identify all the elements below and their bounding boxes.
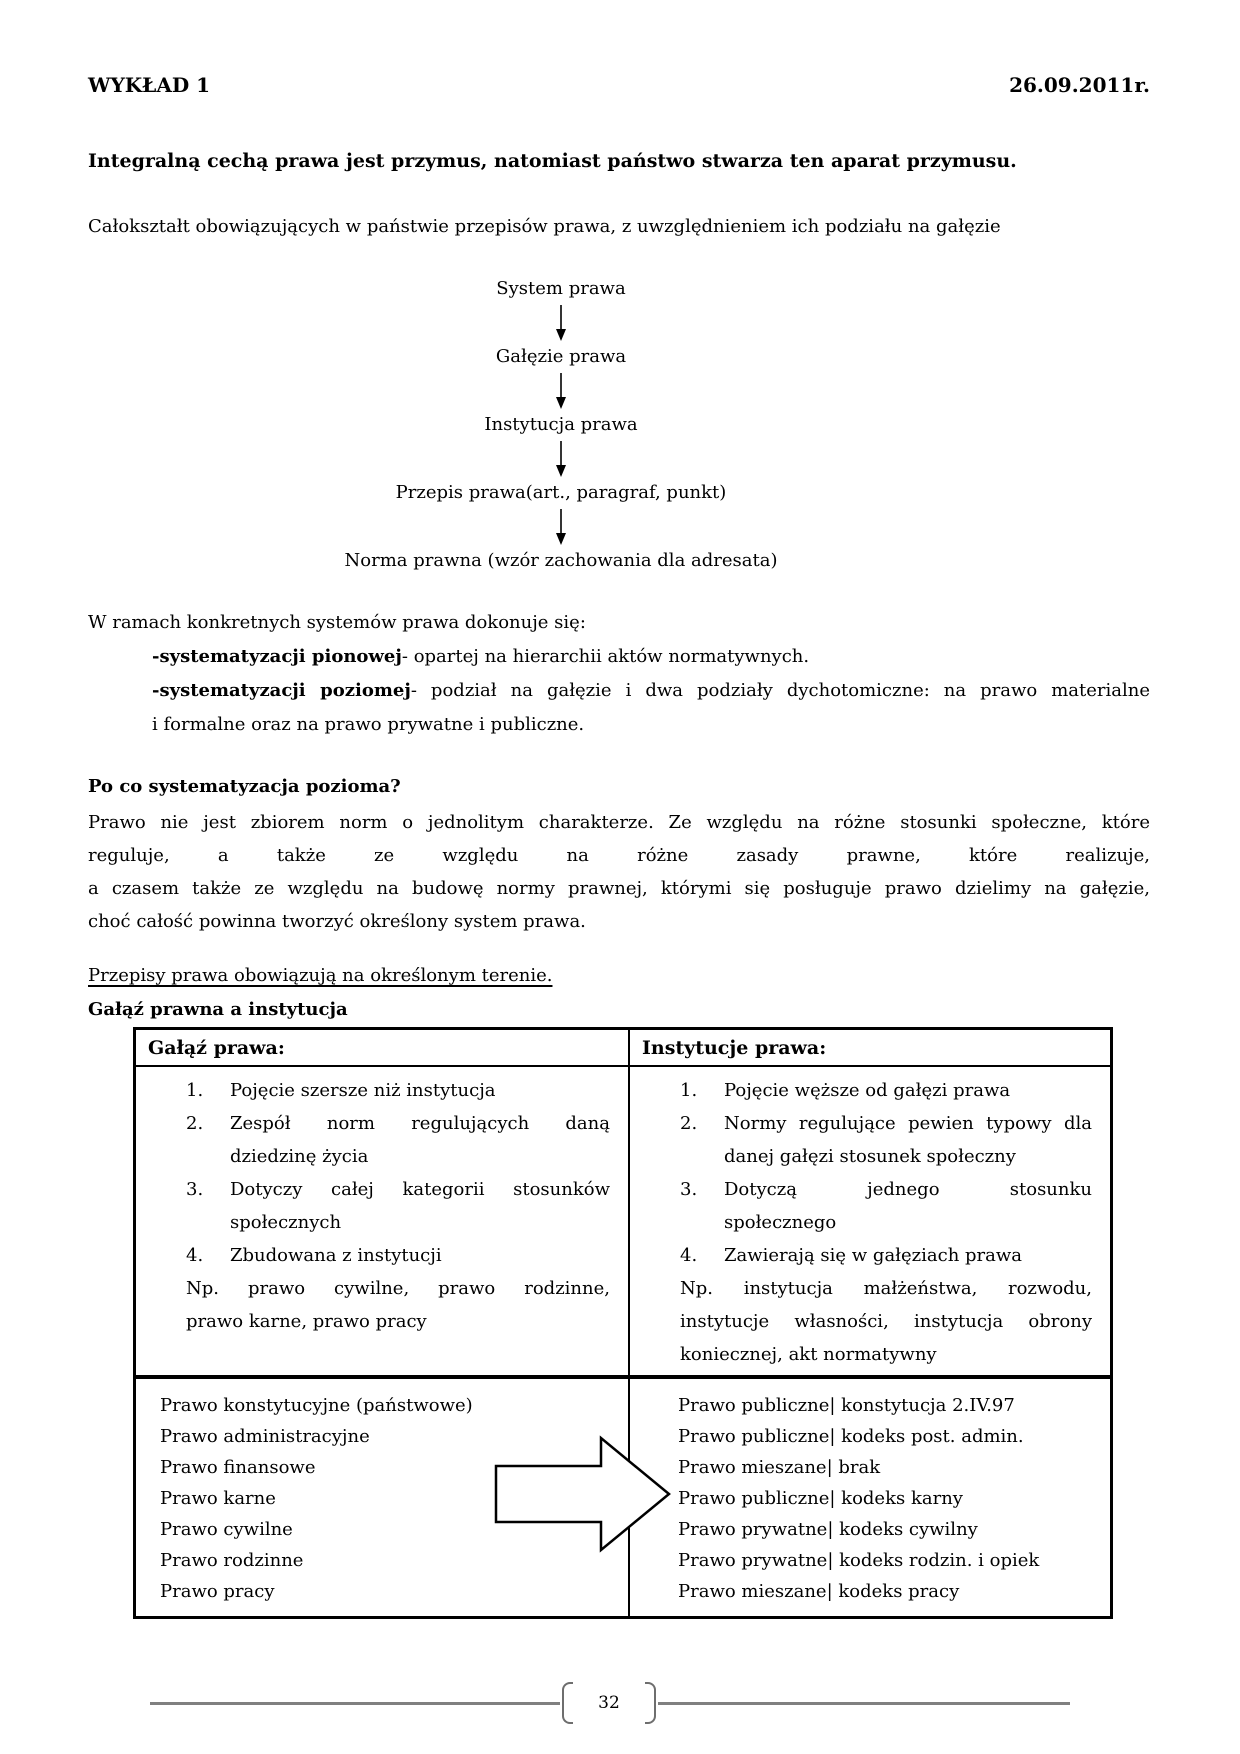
systematization-term: -systematyzacji pionowej bbox=[152, 646, 402, 667]
diagram-node-system-prawa: System prawa bbox=[496, 278, 626, 299]
diagram-node-instytucja-prawa: Instytucja prawa bbox=[484, 414, 638, 435]
systematization-desc: - podział na gałęzie i dwa podziały dychotomiczne: na prawo materialne bbox=[410, 680, 1151, 701]
list-item: 2. Zespół norm regulujących daną bbox=[186, 1113, 610, 1134]
branch-item: Prawo karne bbox=[160, 1488, 276, 1509]
why-paragraph bbox=[88, 806, 1150, 938]
page-header bbox=[88, 0, 1150, 98]
list-item-continuation: danej gałęzi stosunek społeczny bbox=[724, 1146, 1016, 1167]
cell-classification-list bbox=[628, 1379, 1110, 1616]
intro-definition: Całokształt obowiązujących w państwie przepisów prawa, z uwzględnieniem ich podziału na gałęzie bbox=[88, 216, 1001, 237]
list-item-continuation: społecznego bbox=[724, 1212, 837, 1233]
footer-rule-right bbox=[658, 1702, 1070, 1705]
intro-bold-statement: Integralną cechą prawa jest przymus, natomiast państwo stwarza ten aparat przymusu. bbox=[88, 150, 1017, 172]
table-header-instytucje: Instytucje prawa: bbox=[628, 1030, 1110, 1065]
systematization-desc: - opartej na hierarchii aktów normatywnych. bbox=[401, 646, 810, 667]
down-arrow-icon bbox=[30, 305, 1092, 341]
example-line: Np. prawo cywilne, prawo rodzinne, bbox=[186, 1278, 610, 1299]
comparison-table bbox=[133, 1027, 1113, 1619]
lecture-title: WYKŁAD 1 bbox=[88, 73, 211, 97]
list-item-continuation: dziedzinę życia bbox=[230, 1146, 369, 1167]
classification-item: Prawo publiczne| konstytucja 2.IV.97 bbox=[678, 1395, 1015, 1416]
branch-item: Prawo pracy bbox=[160, 1581, 275, 1602]
systematization-lead: W ramach konkretnych systemów prawa dokonuje się: bbox=[88, 612, 586, 633]
down-arrow-icon bbox=[30, 373, 1092, 409]
branch-item: Prawo administracyjne bbox=[160, 1426, 370, 1447]
page-footer bbox=[0, 1679, 1240, 1727]
territory-underlined-statement: Przepisy prawa obowiązują na określonym terenie. bbox=[88, 965, 553, 986]
list-item-continuation: społecznych bbox=[230, 1212, 342, 1233]
systematization-item-pozioma-cont: i formalne oraz na prawo prywatne i publiczne. bbox=[152, 714, 585, 735]
systematization-item-pozioma bbox=[88, 674, 1150, 708]
page-number-bracket-right bbox=[645, 1682, 656, 1724]
page-content bbox=[88, 0, 1150, 1619]
classification-item: Prawo mieszane| kodeks pracy bbox=[678, 1581, 960, 1602]
diagram-node-galezie-prawa: Gałęzie prawa bbox=[495, 346, 627, 367]
branch-item: Prawo rodzinne bbox=[160, 1550, 304, 1571]
list-item: 2. Normy regulujące pewien typowy dla bbox=[680, 1113, 1092, 1134]
branch-item: Prawo finansowe bbox=[160, 1457, 316, 1478]
branch-item: Prawo cywilne bbox=[160, 1519, 293, 1540]
classification-item: Prawo prywatne| kodeks cywilny bbox=[678, 1519, 978, 1540]
table-title: Gałąź prawna a instytucja bbox=[88, 999, 348, 1020]
table-header-galaz: Gałąź prawa: bbox=[148, 1037, 285, 1059]
cell-galaz-definition bbox=[136, 1067, 628, 1375]
branch-item: Prawo konstytucyjne (państwowe) bbox=[160, 1395, 473, 1416]
paragraph-line: choć całość powinna tworzyć określony system prawa. bbox=[88, 911, 586, 932]
footer-rule-left bbox=[150, 1702, 560, 1705]
diagram-node-norma-prawna: Norma prawna (wzór zachowania dla adresata) bbox=[344, 550, 778, 571]
down-arrow-icon bbox=[30, 441, 1092, 477]
classification-item: Prawo publiczne| kodeks karny bbox=[678, 1488, 963, 1509]
diagram-node-przepis-prawa: Przepis prawa(art., paragraf, punkt) bbox=[395, 482, 727, 503]
list-item: 1. Pojęcie szersze niż instytucja bbox=[186, 1080, 496, 1101]
systematization-term: -systematyzacji poziomej bbox=[152, 680, 411, 701]
page-number: 32 bbox=[598, 1693, 620, 1713]
section-heading-why: Po co systematyzacja pozioma? bbox=[88, 776, 401, 797]
example-line: Np. instytucja małżeństwa, rozwodu, bbox=[680, 1278, 1092, 1299]
classification-item: Prawo mieszane| brak bbox=[678, 1457, 881, 1478]
page-number-bracket-left bbox=[562, 1682, 573, 1724]
example-line: prawo karne, prawo pracy bbox=[186, 1311, 427, 1332]
law-hierarchy-diagram bbox=[30, 276, 1092, 574]
list-item: 3. Dotyczą jednego stosunku bbox=[680, 1179, 1092, 1200]
table-header-row bbox=[136, 1030, 1110, 1067]
list-item: 4. Zawierają się w gałęziach prawa bbox=[680, 1245, 1023, 1266]
classification-item: Prawo publiczne| kodeks post. admin. bbox=[678, 1426, 1024, 1447]
lecture-date: 26.09.2011r. bbox=[1009, 73, 1150, 97]
down-arrow-icon bbox=[30, 509, 1092, 545]
classification-item: Prawo prywatne| kodeks rodzin. i opiek bbox=[678, 1550, 1040, 1571]
list-item: 1. Pojęcie węższe od gałęzi prawa bbox=[680, 1080, 1011, 1101]
list-item: 4. Zbudowana z instytucji bbox=[186, 1245, 442, 1266]
list-item: 3. Dotyczy całej kategorii stosunków bbox=[186, 1179, 610, 1200]
paragraph-line: Prawo nie jest zbiorem norm o jednolitym charakterze. Ze względu na różne stosunki społeczne, które bbox=[88, 812, 1150, 833]
table-definition-row bbox=[136, 1067, 1110, 1375]
example-line: instytucje własności, instytucja obrony bbox=[680, 1311, 1092, 1332]
paragraph-line: reguluje, a także ze względu na różne zasady prawne, które realizuje, bbox=[88, 845, 1150, 866]
example-line: koniecznej, akt normatywny bbox=[680, 1344, 937, 1365]
right-arrow-icon bbox=[494, 1435, 672, 1553]
systematization-item-pionowa bbox=[88, 640, 1150, 674]
table-branches-row bbox=[136, 1379, 1110, 1616]
cell-instytucje-definition bbox=[628, 1067, 1110, 1375]
paragraph-line: a czasem także ze względu na budowę normy prawnej, którymi się posługuje prawo dzielimy na gałęzie, bbox=[88, 878, 1150, 899]
